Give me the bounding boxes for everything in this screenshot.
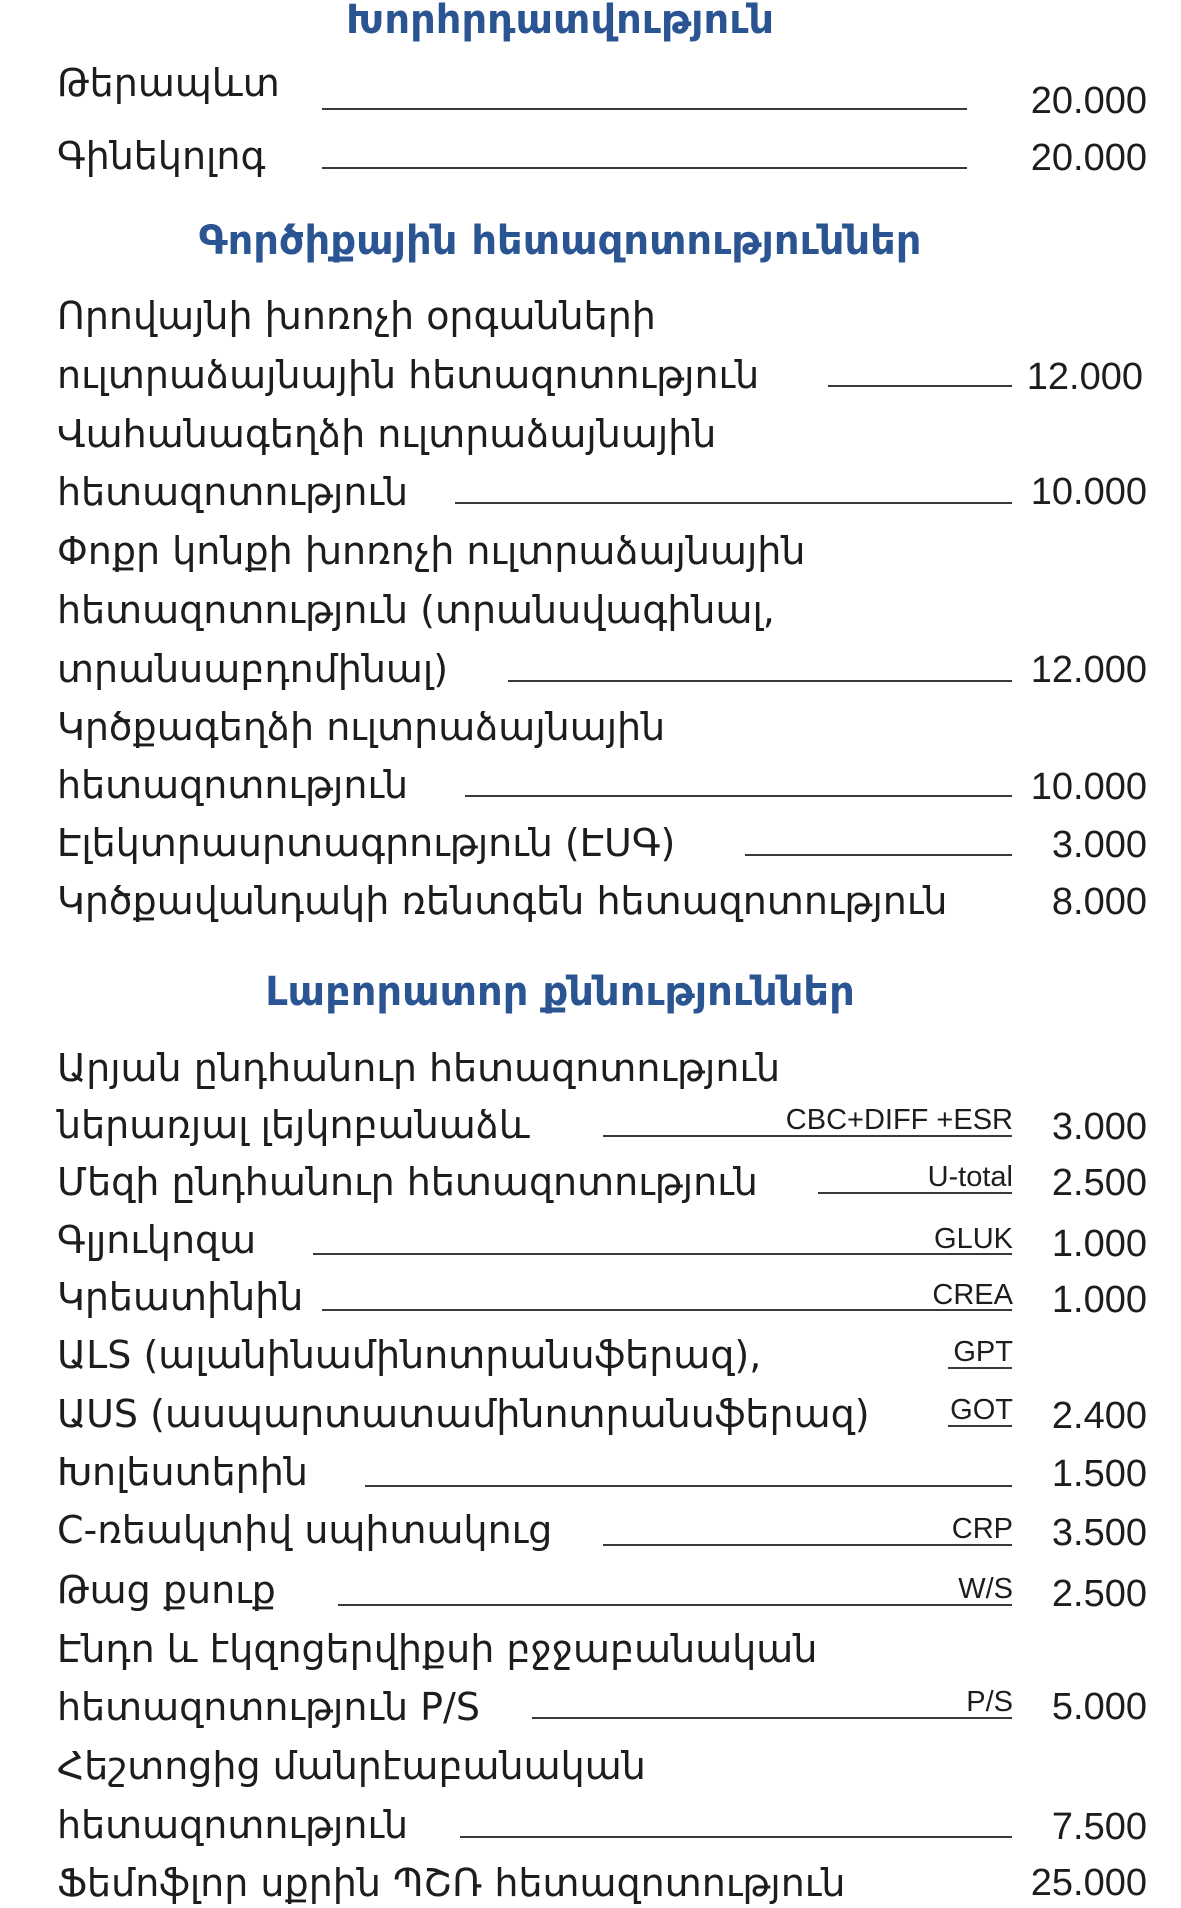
item-price-abdominal-us: 12.000 xyxy=(1026,356,1143,398)
item-code-pap: P/S xyxy=(966,1686,1013,1718)
item-label-cbc-line2: ներառյալ լեյկոբանաձև xyxy=(57,1103,530,1147)
dotted-leader xyxy=(532,1717,1012,1719)
item-code-urinalysis: U-total xyxy=(927,1161,1013,1193)
item-code-gpt: GPT xyxy=(953,1336,1013,1368)
dotted-leader xyxy=(948,1367,1012,1369)
item-price-gynecologist: 20.000 xyxy=(1030,137,1147,179)
item-price-cholesterol: 1.500 xyxy=(1051,1453,1147,1495)
item-price-chest-xray: 8.000 xyxy=(1051,881,1147,923)
item-label-breast-us-line2: հետազոտություն xyxy=(57,763,409,807)
dotted-leader xyxy=(365,1485,1012,1487)
item-label-glucose: Գլյուկոզա xyxy=(57,1218,257,1262)
item-label-thyroid-us-line2: հետազոտություն xyxy=(57,470,409,514)
section-title-laboratory: Լաբորատոր քննություններ xyxy=(265,969,855,1015)
item-label-pap-line1: Էնդո և էկզոցերվիքսի բջջաբանական xyxy=(57,1627,818,1671)
item-price-pelvic-us: 12.000 xyxy=(1030,649,1147,691)
item-label-crp: C-ռեակտիվ սպիտակուց xyxy=(57,1508,553,1552)
item-price-alt-ast: 2.400 xyxy=(1051,1395,1147,1437)
item-code-crp: CRP xyxy=(951,1513,1013,1545)
item-price-breast-us: 10.000 xyxy=(1030,766,1147,808)
item-label-cholesterol: Խոլեստերին xyxy=(57,1450,308,1494)
item-label-abdominal-us-line1: Որովայնի խոռոչի օրգանների xyxy=(57,294,656,338)
dotted-leader xyxy=(465,795,1012,797)
item-label-pap-line2: հետազոտություն P/S xyxy=(57,1685,480,1729)
item-label-gynecologist: Գինեկոլոգ xyxy=(57,134,266,178)
item-label-wet-smear: Թաց քսուք xyxy=(57,1568,276,1612)
item-label-thyroid-us-line1: Վահանագեղձի ուլտրաձայնային xyxy=(57,412,717,456)
dotted-leader xyxy=(948,1425,1012,1427)
dotted-leader xyxy=(508,680,1012,682)
dotted-leader xyxy=(313,1253,1012,1255)
item-label-breast-us-line1: Կրծքագեղձի ուլտրաձայնային xyxy=(57,705,666,749)
item-label-abdominal-us-line2: ուլտրաձայնային հետազոտություն xyxy=(57,353,760,397)
dotted-leader xyxy=(603,1544,1012,1546)
item-price-creatinine: 1.000 xyxy=(1051,1279,1147,1321)
item-price-vaginal-culture: 7.500 xyxy=(1051,1806,1147,1848)
item-price-urinalysis: 2.500 xyxy=(1051,1162,1147,1204)
section-title-instrumental: Գործիքային հետազոտություններ xyxy=(198,218,922,264)
item-label-ecg: Էլեկտրասրտագրություն (ԷՍԳ) xyxy=(57,821,676,865)
item-code-glucose: GLUK xyxy=(934,1223,1013,1255)
item-label-cbc-line1: Արյան ընդհանուր հետազոտություն xyxy=(57,1046,781,1090)
item-price-therapist: 20.000 xyxy=(1030,80,1147,122)
dotted-leader xyxy=(322,108,967,110)
dotted-leader xyxy=(745,854,1012,856)
dotted-leader xyxy=(828,385,1012,387)
item-label-vaginal-culture-line1: Հեշտոցից մանրէաբանական xyxy=(57,1744,646,1788)
item-code-cbc: CBC+DIFF +ESR xyxy=(785,1104,1013,1136)
item-price-crp: 3.500 xyxy=(1051,1512,1147,1554)
item-price-ecg: 3.000 xyxy=(1051,824,1147,866)
dotted-leader xyxy=(818,1192,1012,1194)
item-label-pelvic-us-line2: հետազոտություն (տրանսվագինալ, xyxy=(57,588,775,632)
dotted-leader xyxy=(322,167,967,169)
item-price-femoflor: 25.000 xyxy=(1030,1862,1147,1904)
item-code-got: GOT xyxy=(950,1394,1013,1426)
section-title-consultation: Խորհրդատվություն xyxy=(345,0,775,43)
item-label-pelvic-us-line1: Փոքր կոնքի խոռոչի ուլտրաձայնային xyxy=(57,529,806,573)
item-price-cbc: 3.000 xyxy=(1051,1106,1147,1148)
dotted-leader xyxy=(603,1135,1012,1137)
dotted-leader xyxy=(460,1836,1012,1838)
item-price-thyroid-us: 10.000 xyxy=(1030,471,1147,513)
dotted-leader xyxy=(322,1309,1012,1311)
item-label-alt-ast-line2: ԱUS (ասպարտատամինոտրանսֆերազ) xyxy=(57,1392,870,1436)
item-label-alt-ast-line1: ԱLS (ալանինամինոտրանսֆերազ), xyxy=(57,1333,762,1377)
item-label-vaginal-culture-line2: հետազոտություն xyxy=(57,1803,409,1847)
dotted-leader xyxy=(455,502,1012,504)
item-label-pelvic-us-line3: տրանսաբդոմինալ) xyxy=(57,647,449,691)
item-price-glucose: 1.000 xyxy=(1051,1223,1147,1265)
item-price-wet-smear: 2.500 xyxy=(1051,1573,1147,1615)
item-label-urinalysis: Մեզի ընդհանուր հետազոտություն xyxy=(57,1160,758,1204)
item-price-pap: 5.000 xyxy=(1051,1686,1147,1728)
item-code-creatinine: CREA xyxy=(932,1279,1013,1311)
item-label-femoflor: Ֆեմոֆլոր սքրին ՊՇՌ հետազոտություն xyxy=(57,1861,846,1905)
item-label-creatinine: Կրեատինին xyxy=(57,1275,304,1319)
item-label-therapist: Թերապևտ xyxy=(57,61,280,105)
item-code-wet-smear: W/S xyxy=(958,1573,1013,1605)
item-label-chest-xray: Կրծքավանդակի ռենտգեն հետազոտություն xyxy=(57,879,948,923)
dotted-leader xyxy=(338,1604,1012,1606)
